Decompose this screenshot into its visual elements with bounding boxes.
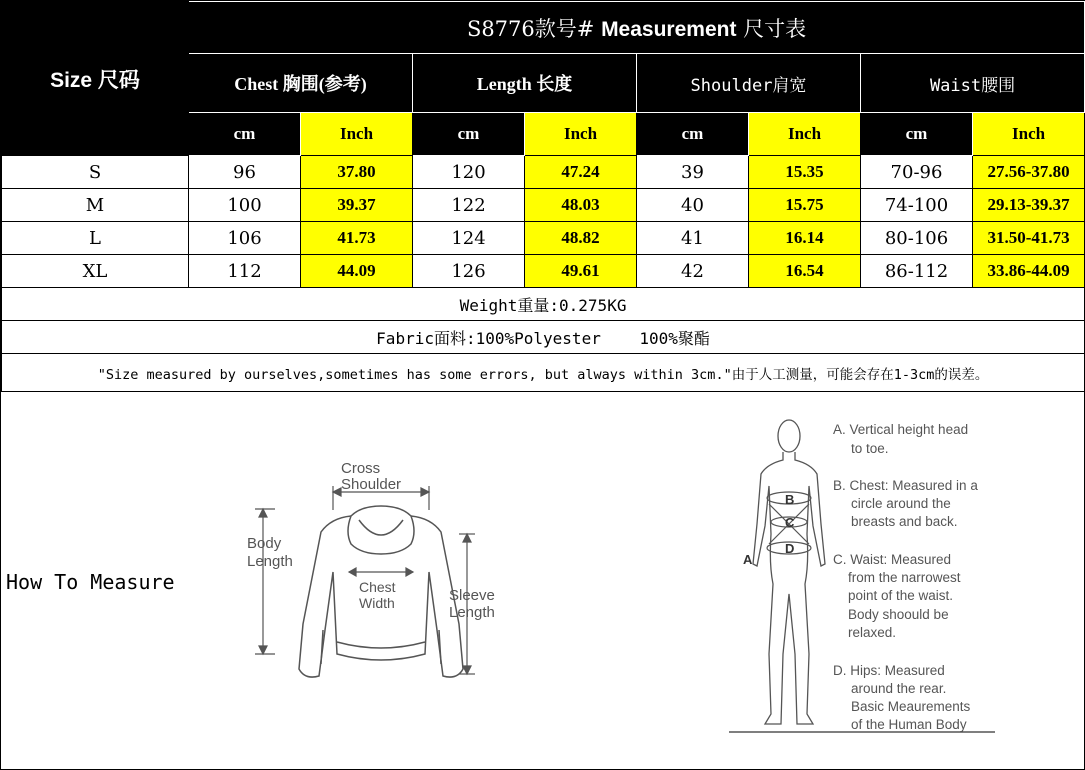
shoulder-inch-cell: 16.54 xyxy=(749,255,861,288)
table-row xyxy=(2,156,1085,189)
length-cm-cell: 124 xyxy=(413,222,525,255)
chest-inch-cell: 37.80 xyxy=(301,156,413,189)
size-cell: M xyxy=(2,189,189,222)
garment-measure-diagram xyxy=(241,454,511,694)
waist-inch-cell: 33.86-44.09 xyxy=(973,255,1085,288)
unit-cm: cm xyxy=(861,113,973,156)
cross-shoulder-label: Shoulder xyxy=(341,476,402,493)
marker-d: D xyxy=(785,541,795,556)
marker-a: A xyxy=(743,552,753,567)
chest-cm-cell: 112 xyxy=(189,255,301,288)
measurement-note: "Size measured by ourselves,sometimes has some errors, but always within 3cm."由于人工测量，可能会存在1-3cm的误差。 xyxy=(2,354,1085,392)
body-length-label: Length xyxy=(247,553,293,570)
column-header-shoulder: Shoulder肩宽 xyxy=(637,54,861,113)
chest-width-label: Chest xyxy=(359,579,396,595)
note-a-line: A. Vertical height head xyxy=(833,422,969,437)
waist-cm-cell: 74-100 xyxy=(861,189,973,222)
chest-inch-cell: 44.09 xyxy=(301,255,413,288)
length-cm-cell: 122 xyxy=(413,189,525,222)
table-row xyxy=(2,255,1085,288)
unit-inch: Inch xyxy=(973,113,1085,156)
table-title xyxy=(189,2,1085,54)
note-c-line: from the narrowest xyxy=(848,570,961,585)
fabric-info: Fabric面料:100%Polyester 100%聚酯 xyxy=(2,321,1085,354)
chest-inch-cell: 39.37 xyxy=(301,189,413,222)
unit-inch: Inch xyxy=(749,113,861,156)
table-row xyxy=(2,189,1085,222)
note-d-line: Basic Meaurements xyxy=(851,699,971,714)
note-b-line: B. Chest: Measured in a xyxy=(833,478,978,493)
length-cm-cell: 120 xyxy=(413,156,525,189)
body-length-label: Body xyxy=(247,535,282,552)
length-inch-cell: 49.61 xyxy=(525,255,637,288)
measure-notes xyxy=(833,422,978,732)
sleeve-length-label: Length xyxy=(449,604,495,621)
column-header-waist: Waist腰围 xyxy=(861,54,1085,113)
waist-inch-cell: 29.13-39.37 xyxy=(973,189,1085,222)
note-b-line: breasts and back. xyxy=(851,514,958,529)
length-inch-cell: 48.82 xyxy=(525,222,637,255)
column-header-length: Length 长度 xyxy=(413,54,637,113)
chest-width-label: Width xyxy=(359,595,395,611)
waist-inch-cell: 31.50-41.73 xyxy=(973,222,1085,255)
note-d-line: D. Hips: Measured xyxy=(833,663,945,678)
how-to-measure-section xyxy=(1,394,1084,769)
note-c-line: Body shoould be xyxy=(848,607,949,622)
title-measurement: Measurement xyxy=(601,17,737,41)
shoulder-cm-cell: 41 xyxy=(637,222,749,255)
title-suffix: 尺寸表 xyxy=(743,16,807,41)
waist-inch-cell: 27.56-37.80 xyxy=(973,156,1085,189)
length-inch-cell: 48.03 xyxy=(525,189,637,222)
waist-cm-cell: 80-106 xyxy=(861,222,973,255)
chest-cm-cell: 100 xyxy=(189,189,301,222)
table-row xyxy=(2,222,1085,255)
note-c-line: C. Waist: Measured xyxy=(833,552,952,567)
size-cell: L xyxy=(2,222,189,255)
unit-inch: Inch xyxy=(525,113,637,156)
shoulder-cm-cell: 40 xyxy=(637,189,749,222)
chest-inch-cell: 41.73 xyxy=(301,222,413,255)
title-code: S8776款号# xyxy=(466,16,595,41)
sleeve-length-label: Sleeve xyxy=(449,587,495,604)
chest-cm-cell: 106 xyxy=(189,222,301,255)
note-d-line: of the Human Body xyxy=(851,717,967,732)
note-a-line: to toe. xyxy=(851,441,889,456)
column-header-chest: Chest 胸围(参考) xyxy=(189,54,413,113)
size-table xyxy=(1,1,1085,392)
unit-cm: cm xyxy=(413,113,525,156)
shoulder-inch-cell: 15.35 xyxy=(749,156,861,189)
size-header: Size 尺码 xyxy=(2,2,189,156)
size-cell: XL xyxy=(2,255,189,288)
marker-b: B xyxy=(785,492,795,507)
length-inch-cell: 47.24 xyxy=(525,156,637,189)
how-to-measure-label: How To Measure xyxy=(6,570,175,594)
shoulder-cm-cell: 42 xyxy=(637,255,749,288)
shoulder-inch-cell: 15.75 xyxy=(749,189,861,222)
cross-shoulder-label: Cross xyxy=(341,460,381,477)
shoulder-inch-cell: 16.14 xyxy=(749,222,861,255)
note-b-line: circle around the xyxy=(851,496,951,511)
unit-inch: Inch xyxy=(301,113,413,156)
note-d-line: around the rear. xyxy=(851,681,947,696)
unit-cm: cm xyxy=(189,113,301,156)
marker-c: C xyxy=(785,515,795,530)
shoulder-cm-cell: 39 xyxy=(637,156,749,189)
note-c-line: point of the waist. xyxy=(848,588,954,603)
length-cm-cell: 126 xyxy=(413,255,525,288)
unit-cm: cm xyxy=(637,113,749,156)
chest-cm-cell: 96 xyxy=(189,156,301,189)
body-measure-diagram xyxy=(729,414,1009,744)
waist-cm-cell: 86-112 xyxy=(861,255,973,288)
weight-info: Weight重量:0.275KG xyxy=(2,288,1085,321)
size-cell: S xyxy=(2,156,189,189)
note-c-line: relaxed. xyxy=(848,625,897,640)
waist-cm-cell: 70-96 xyxy=(861,156,973,189)
